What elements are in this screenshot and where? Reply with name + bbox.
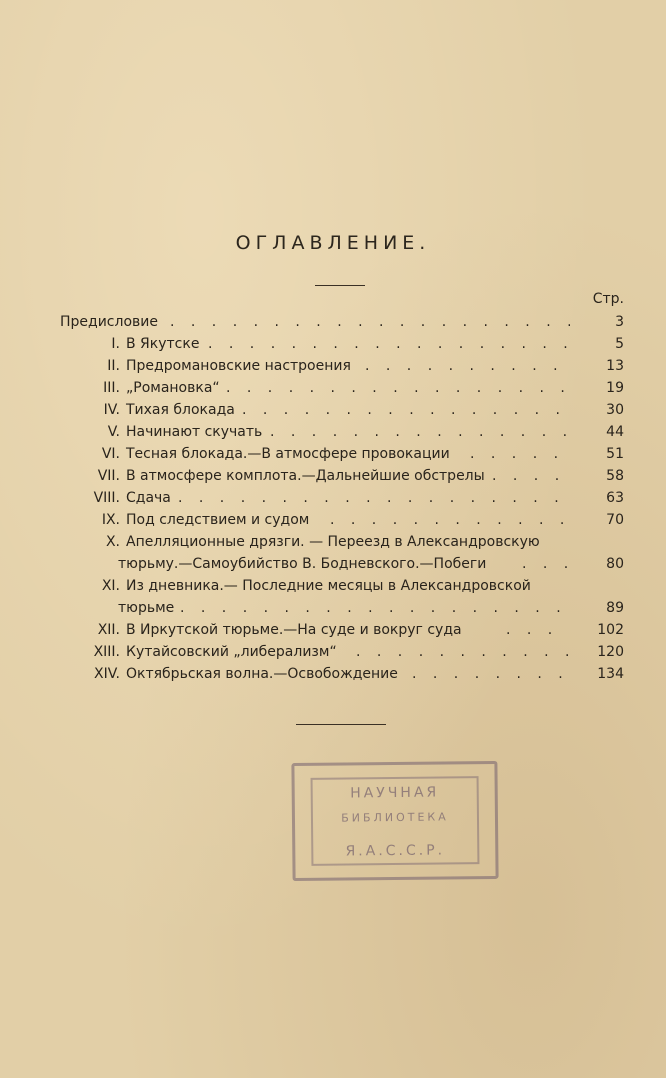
- toc-heading: ОГЛАВЛЕНИЕ.: [235, 232, 431, 254]
- stamp-line-1: НАУЧНАЯ: [350, 784, 440, 802]
- toc-entry-number: XIV.: [94, 666, 120, 682]
- toc-entry-title: Апелляционные дрязги. — Переезд в Александровскую: [126, 534, 540, 550]
- toc-entry-number: XIII.: [93, 644, 120, 660]
- toc-entry-number: VI.: [101, 446, 120, 462]
- toc-entry-number: V.: [107, 424, 120, 440]
- dot-leader: [170, 311, 570, 333]
- toc-entry-page: 70: [606, 512, 624, 528]
- toc-entry: [60, 531, 624, 575]
- toc-entry-title: В Якутске: [126, 336, 200, 352]
- toc-entry-title: Тесная блокада.—В атмосфере провокации: [126, 446, 450, 462]
- dot-leader: [492, 465, 572, 487]
- toc-entry-page: 51: [606, 446, 624, 462]
- dot-leader: [365, 355, 565, 377]
- toc-entry-title: Октябрьская волна.—Освобождение: [126, 666, 398, 682]
- toc-entry: [60, 377, 624, 399]
- toc-entry-page: 30: [606, 402, 624, 418]
- stamp-line-3: Я.А.С.С.Р.: [345, 842, 446, 860]
- toc-entry-page: 63: [606, 490, 624, 506]
- toc-entry: [60, 641, 624, 663]
- library-stamp: [291, 761, 498, 881]
- toc-entry-number: I.: [111, 336, 120, 352]
- toc-entry-title: Кутайсовский „либерализм“: [126, 644, 337, 660]
- toc-entry-number: IX.: [101, 512, 120, 528]
- toc-entry-page: 19: [606, 380, 624, 396]
- toc-entry: [60, 487, 624, 509]
- toc-entry: [60, 509, 624, 531]
- toc-entry-number: IV.: [103, 402, 120, 418]
- toc-entry: [60, 421, 624, 443]
- dot-leader: [226, 377, 570, 399]
- toc-entry-title: Предромановские настроения: [126, 358, 351, 374]
- dot-leader: [208, 333, 568, 355]
- toc-entry-title: Сдача: [126, 490, 171, 506]
- toc-entry-title: В Иркутской тюрьме.—На суде и вокруг суда: [126, 622, 462, 638]
- dot-leader: [180, 597, 570, 619]
- toc-entry: [60, 311, 624, 333]
- toc-entry-title: Предисловие: [60, 314, 158, 330]
- toc-entry: [60, 619, 624, 641]
- toc-entry-page: 44: [606, 424, 624, 440]
- toc-entry-title: Из дневника.— Последние месяцы в Александровской: [126, 578, 531, 594]
- toc-entry-page: 13: [606, 358, 624, 374]
- toc-entry-page: 120: [597, 644, 624, 660]
- dot-leader: [178, 487, 570, 509]
- toc-entry-page: 134: [597, 666, 624, 682]
- toc-entry-number: XI.: [101, 578, 120, 594]
- toc-entry-title-continuation: тюрьме: [118, 600, 175, 616]
- toc-entry: [60, 465, 624, 487]
- toc-entry: [60, 355, 624, 377]
- dot-leader: [270, 421, 570, 443]
- toc-entry: [60, 399, 624, 421]
- toc-entry-page: 3: [615, 314, 624, 330]
- toc-entry-number: X.: [105, 534, 120, 550]
- dot-leader: [356, 641, 570, 663]
- toc-entry-title: „Романовка“: [126, 380, 220, 396]
- toc-entry-page: 89: [606, 600, 624, 616]
- toc-entry-number: VII.: [97, 468, 120, 484]
- page-column-label: Стр.: [592, 291, 624, 307]
- toc-entry-page: 80: [606, 556, 624, 572]
- toc-entry: [60, 663, 624, 685]
- stamp-line-2: БИБЛИОТЕКА: [341, 810, 449, 825]
- dot-leader: [330, 509, 570, 531]
- toc-entry: [60, 575, 624, 619]
- dot-leader: [242, 399, 570, 421]
- dot-leader: [412, 663, 570, 685]
- toc-entry-title: Тихая блокада: [126, 402, 235, 418]
- toc-entry-page: 102: [597, 622, 624, 638]
- toc-entry-title: В атмосфере комплота.—Дальнейшие обстрелы: [126, 468, 485, 484]
- dot-leader: [522, 553, 572, 575]
- toc-entry-page: 58: [606, 468, 624, 484]
- toc-entry-title: Под следствием и судом: [126, 512, 310, 528]
- toc-entry-number: II.: [107, 358, 120, 374]
- closing-divider: [296, 724, 386, 725]
- toc-entry-number: VIII.: [93, 490, 120, 506]
- toc-entry-title-continuation: тюрьму.—Самоубийство В. Бодневского.—Побеги: [118, 556, 487, 572]
- toc-entry-number: XII.: [97, 622, 120, 638]
- toc-entry-number: III.: [103, 380, 120, 396]
- toc-entry-page: 5: [615, 336, 624, 352]
- toc-entry: [60, 333, 624, 355]
- dot-leader: [506, 619, 570, 641]
- dot-leader: [470, 443, 570, 465]
- toc-entry: [60, 443, 624, 465]
- toc-entry-title: Начинают скучать: [126, 424, 263, 440]
